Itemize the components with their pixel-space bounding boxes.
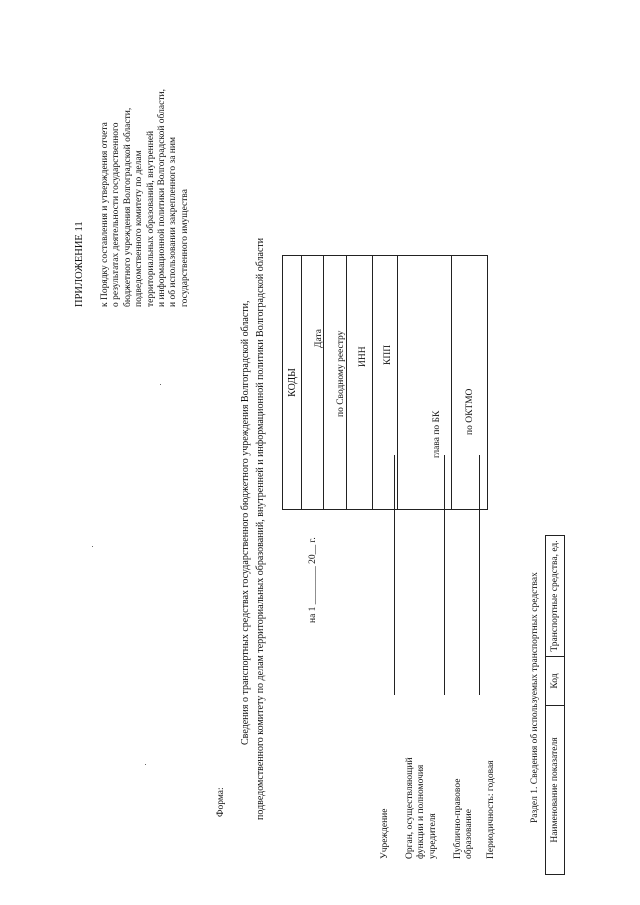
col-header-vehicles: Транспортные средства, ед. <box>546 536 565 657</box>
code-label-registry: по Сводному реестру <box>336 330 346 417</box>
code-label-oktmo: по ОКТМО <box>465 388 475 435</box>
appendix-line: и об использовании закрепленного за ним <box>168 137 179 307</box>
appendix-text <box>100 89 191 307</box>
stray-dot <box>92 546 93 547</box>
codes-header: КОДЫ <box>283 256 302 510</box>
stray-dot <box>145 764 146 765</box>
col-header-name: Наименование показателя <box>546 706 565 875</box>
appendix-line: подведомственного комитету по делам <box>134 150 145 307</box>
code-label-bk: глава по БК <box>432 410 442 458</box>
field-public-entity-label: Публично-правовое образование <box>453 778 475 859</box>
field-public-entity-line[interactable] <box>479 455 480 695</box>
code-cell-registry[interactable] <box>323 256 346 510</box>
appendix-line: бюджетного учреждения Волгоградской области, <box>122 107 133 307</box>
appendix-title: ПРИЛОЖЕНИЕ 11 <box>74 221 85 307</box>
appendix-line: и информационной политики Волгоградской области, <box>156 89 167 307</box>
stray-dot <box>160 384 161 385</box>
field-institution-label: Учреждение <box>380 808 390 859</box>
code-label-date: Дата <box>314 329 324 348</box>
codes-table <box>282 255 488 510</box>
heading-line-2: подведомственного комитету по делам территориальных образований, внутренней и информационной политики Волгоградской области <box>255 237 266 820</box>
appendix-line: о результатах деятельности государственного <box>111 122 122 307</box>
code-label-inn: ИНН <box>358 346 368 367</box>
section-title: Раздел 1. Сведения об используемых транспортных средствах <box>530 572 540 823</box>
appendix-line: государственного имущества <box>179 189 190 307</box>
field-periodicity: Периодичность: годовая <box>486 760 496 859</box>
field-authority-line[interactable] <box>444 455 445 695</box>
code-label-kpp: КПП <box>383 344 393 365</box>
section-table <box>545 535 565 875</box>
col-header-code: Код <box>546 657 565 706</box>
field-institution-line[interactable] <box>394 455 395 695</box>
form-label: Форма: <box>216 787 226 817</box>
code-cell-date[interactable] <box>302 256 323 510</box>
heading-line-1: Сведения о транспортных средствах государственного бюджетного учреждения Волгоградской области, <box>240 300 251 745</box>
code-cell-inn[interactable] <box>347 256 373 510</box>
field-authority-label: Орган, осуществляющий функции и полномочия учредителя <box>405 757 438 859</box>
code-cell-oktmo[interactable] <box>451 256 487 510</box>
appendix-line: к Порядку составления и утверждения отчета <box>100 122 110 307</box>
date-line: на 1 ________ 20__ г. <box>308 537 318 623</box>
appendix-line: территориальных образований, внутренней <box>145 130 156 307</box>
